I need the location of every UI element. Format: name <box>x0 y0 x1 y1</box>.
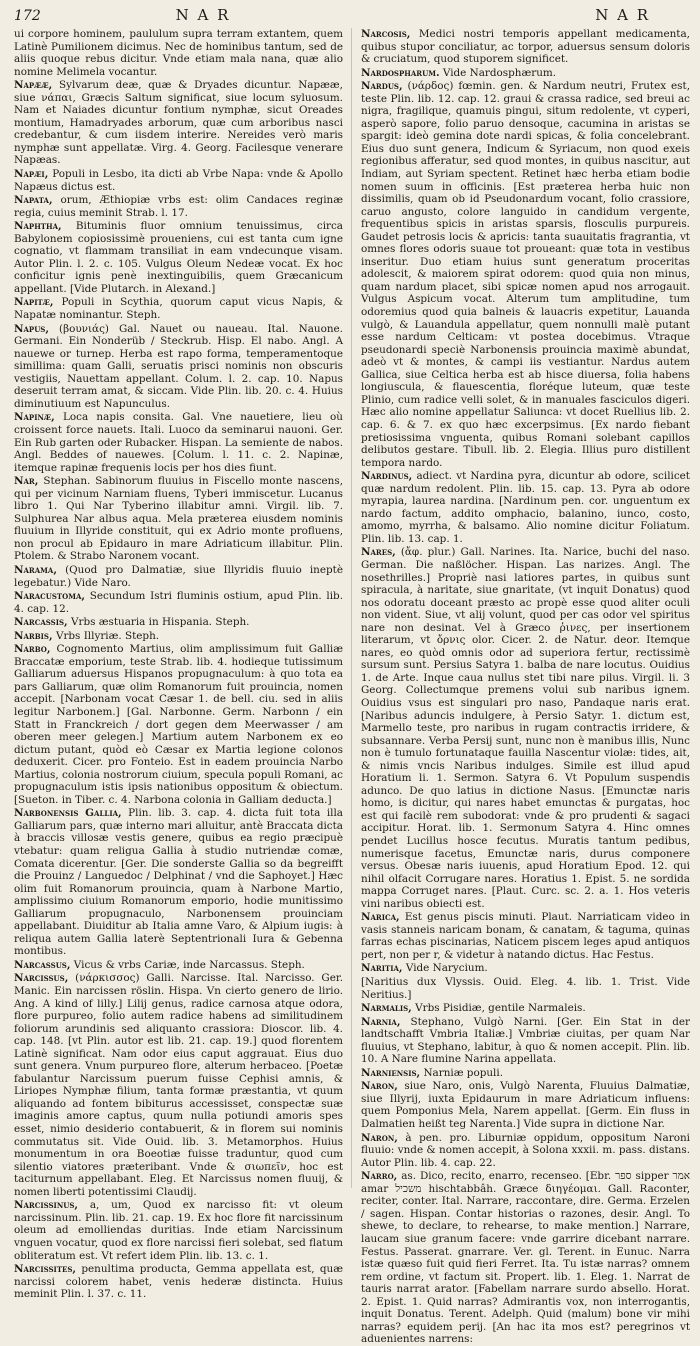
entry-text: [Naritius dux Vlyssis. Ouid. Eleg. 4. lib. 1. Trist. Vide Neritius.] <box>361 976 690 1001</box>
entry-headword: Napæi, <box>14 168 49 181</box>
dictionary-entry <box>14 807 343 958</box>
dictionary-entry <box>361 1080 690 1130</box>
entry-headword: Naron, <box>361 1080 398 1093</box>
dictionary-entry <box>14 296 343 321</box>
entry-text: à pen. pro. Liburniæ oppidum, oppositum Naroni fluuio: vnde & nomen accepit, à Solona xxxii. m. pass. distans. Autor Plin. lib. 4. cap. 22. <box>361 1131 690 1169</box>
entry-headword: Narbo, <box>14 643 51 656</box>
dictionary-entry <box>14 959 343 972</box>
dictionary-entry <box>361 28 690 66</box>
dictionary-entry <box>14 475 343 563</box>
dictionary-entry <box>14 564 343 589</box>
entry-text: Medici nostri temporis appellant medicamenta, quibus stupor conciliatur, ac torpor, aduersus sensum doloris & cruciatum, quod stuporem significet. <box>361 28 690 66</box>
entry-text: adiect. vt Nardina pyra, dicuntur ab odore, scilicet quæ nardum redolent. Plin. lib. 15. cap. 13. Pyra ab odore myrapia, laurea nardina. [Nardinum pen. cor. unguentum ex nardo factum, addito omphacio, balanino, iunco, costo, amomo, myrrha, & balsamo. Alio nomine dicitur Foliatum. Plin. lib. 13. cap. 1. <box>361 470 690 545</box>
entry-text: Loca napis consita. Gal. Vne nauetiere, lieu où croissent force nauets. Itali. Luoco da seminarui nauoni. Ger. Ein Rub garten oder Rubacker. Hispan. La semiente de nabos. Angl. Beddes of nauewes. [Colum. l. 11. c. 2. Napinæ, itemque rapinæ frequenis locis per hos dies fiunt. <box>14 411 343 474</box>
dictionary-entry <box>361 976 690 1001</box>
page-number: 172 <box>14 8 41 24</box>
entry-text: (νάρκισσος) Galli. Narcisse. Ital. Narcisso. Ger. Manic. Ein narcissen röslin. Hispa. Vn cierto genero de lirio. Ang. A kind of lilly.] Lilij genus, radice carnosa atque odora, flore purpureo, folio autem radice habens ad similitudinem foliorum arundinis sed aliquanto crassiora: Dioscor. lib. 4. cap. 148. [vt Plin. autor est lib. 21. cap. 19.] quod florentem Latinè significat. Nam odor eius caput aggrauat. Eius duo sunt genera. Vnum purpureo flore, alterum herbaceo. [Poetæ fabulantur Narcissum puerum fuisse Cephisi amnis, & Liriopes Nymphæ filium, tanta formæ præstantia, vt quum aliquando ad fontem bibiturus accessisset, conspectæ suæ imaginis amore captus, quum nulla potiundi amoris spes esset, nimio desiderio contabuerit, & in florem sui nominis commutatus sit. Vide Ouid. lib. 3. Metamorphos. Huius monumentum in ora Boeotiæ fuisse traduntur, quod cum silentio viatores præteribant. Vnde & σιωπεῖν, hoc est taciturnum appellabant. Eleg. Et Narcissus nomen fluuij, & nomen liberti potentissimi Claudij. <box>14 972 343 1198</box>
right-running-title: N A R <box>595 6 650 24</box>
entry-headword: Nares, <box>361 546 396 559</box>
dictionary-entry <box>14 194 343 219</box>
entry-text: orum, Æthiopiæ vrbs est: olim Candaces reginæ regia, cuius meminit Strab. l. 17. <box>14 194 343 219</box>
entry-text: penultima producta, Gemma appellata est, quæ narcissi colorem habet, venis hederæ distincta. Huius meminit Plin. l. 37. c. 11. <box>14 1263 343 1301</box>
entry-headword: Narcosis, <box>361 28 411 40</box>
entry-headword: Narama, <box>14 563 57 576</box>
left-column <box>14 28 343 1301</box>
entry-text: Stephan. Sabinorum fluuius in Fiscello monte nascens, qui per vicinum Narniam fluens, Tyberi immiscetur. Lucanus libro 1. Qui Nar Tyberino illabitur amni. Virgil. lib. 7. Sulphurea Nar albus aqua. Mela præterea eiusdem nominis fluuium in Illyride constituit, qui ex Adrio monte profluens, non procul ab Epidauro in mare Adriaticum illabitur. Plin. Ptolem. & Strabo Naronem vocant. <box>14 475 343 563</box>
entry-text: Secundum Istri fluminis ostium, apud Plin. lib. 4. cap. 12. <box>14 590 343 615</box>
entry-text: Populi in Scythia, quorum caput vicus Napis, & Napatæ nominantur. Steph. <box>14 296 343 322</box>
dictionary-entry <box>361 1016 690 1066</box>
entry-headword: Narica, <box>361 911 400 924</box>
entry-text: Est genus piscis minuti. Plaut. Narriaticam video in vasis stanneis naricam bonam, & canatam, & taguma, quinas farras echas piscinarias, Naticem piscem leges apud antiquos pert, non per r, & videtur à natando dictus. Hac Festus. <box>361 911 690 961</box>
entry-text: Vicus & vrbs Cariæ, inde Narcassus. Steph. <box>73 958 305 971</box>
entry-headword: Narcissus, <box>14 972 69 985</box>
entry-text: Populi in Lesbo, ita dicti ab Vrbe Napa: vnde & Apollo Napæus dictus est. <box>14 168 343 193</box>
dictionary-entry <box>361 1002 690 1015</box>
entry-headword: Napata, <box>14 194 53 207</box>
entry-text: Sylvarum deæ, quæ & Dryades dicuntur. Napææ, siue νάπαι, Græcis Saltum significat, siue locum syluosum. Nam et Naiades dicuntur fontium nymphæ, sicut Oreades montium, Hamadryades arborum, quæ cum arboribus nasci credebantur, & cum iisdem interire. Nereides verò maris nymphæ sunt appellatæ. Virg. 4. Georg. Facilesque venerare Napæas. <box>14 79 343 167</box>
entry-text: Vrbs æstuaria in Hispania. Steph. <box>70 616 250 629</box>
entry-headword: Narniensis, <box>361 1066 421 1079</box>
dictionary-entry <box>14 616 343 629</box>
entry-headword: Narcassis, <box>14 616 68 629</box>
dictionary-entry <box>14 630 343 643</box>
entry-headword: Narcissites, <box>14 1263 77 1276</box>
entry-headword: Napææ, <box>14 79 53 92</box>
dictionary-entry <box>361 67 690 80</box>
entry-text: Stephano, Vulgò Narni. [Ger. Ein Stat in der landtschafft Vmbria Italiæ.] Vmbriæ ciuitas, per quam Nar fluuius, vt Stephano, labitur, à quo & nomen accepit. Plin. lib. 10. A Nare flumine Narina appellata. <box>361 1015 690 1066</box>
entry-headword: Nardinus, <box>361 470 413 483</box>
entry-headword: Napinæ, <box>14 411 55 424</box>
entry-text: Cognomento Martius, olim amplissimum fuit Galliæ Braccatæ emporium, teste Strab. lib. 4. hodieque tutissimum Galliarum aduersus Hispanos propugnaculum: à quo tota ea pars Galliarum, quæ olim Romanorum fuit prouincia, nomen accepit. [Narbonam vocat Cæsar 1. de bell. ciu. sed in aliis legitur Narbonem.] [Gal. Narbonne. Germ. Narbonn / ein Statt in Franckreich / dort gegen dem Meerwasser / am oberen meer gelegen.] Martium autem Narbonem ex eo dictum putant, quòd eò Cæsar ex Martia legione colonos deduxerit. Cicer. pro Fonteio. Est in eadem prouincia Narbo Martius, colonia nostrorum ciuium, specula populi Romani, ac propugnaculum istis ipsis nationibus oppositum & obiectum. [Sueton. in Tiber. c. 4. Narbona colonia in Galliam deducta.] <box>14 643 343 806</box>
dictionary-entry <box>361 80 690 469</box>
entry-text: (Quod pro Dalmatiæ, siue Illyridis fluuio ineptè legebatur.) Vide Naro. <box>14 563 343 589</box>
entry-text: Bituminis fluor omnium tenuissimus, circa Babylonem copiosissimè proueniens, cui est tanta cum igne cognatio, vt flammam transiliat in eam vndecunque visam. Autor Plin. l. 2. c. 105. Vulgus Oleum Nedeæ vocat. Ex hoc conficitur ignis penè inextinguibilis, quem Græcanicum appellant. [Vide Plutarch. in Alexand.] <box>14 220 343 295</box>
entry-text: Vrbs Illyriæ. Steph. <box>55 629 160 642</box>
columns <box>14 28 690 1346</box>
dictionary-entry <box>361 1132 690 1170</box>
entry-headword: Narbonensis Gallia, <box>14 807 122 820</box>
dictionary-entry <box>14 168 343 193</box>
dictionary-entry <box>14 79 343 167</box>
entry-headword: Naron, <box>361 1131 398 1144</box>
entry-text: (νάρδος) fœmin. gen. & Nardum neutri, Frutex est, teste Plin. lib. 12. cap. 12. graui & crassa radice, sed breui ac nigra, fragilique, quamuis pingui, situm redolente, vt cyperi, asperò sapore, folio paruo densoque, cacumina in aristas se spargit: ideò gemina dote nardi spicas, & folia concelebrant. Eius duo sunt genera, Indicum & Syriacum, non quod exeis regionibus afferatur, sed quod montes, in quibus nascitur, aut Indiam, aut Syriam spectent. Retinet hæc herba etiam bodie nomen suum in officinis. [Est præterea herba huic non dissimilis, quam ob id Pseudonardum vocant, folio crassiore, caruo angusto, colore languido in candidum vergente, frequentibus spicis in aristas sparsis, flosculis purpureis. Gaudet petrosis locis & apricis: tanta suauitatis fragrantia, vt omnes flores odoris suaue tot proueant: quæ tota in vestibus inseritur. Duo etiam huius sunt generatum proceritas adolescit, & maiorem spirat odorem: quod quia non minus, quam nardum placet, sibi spicæ nomen apud nos arrogauit. Vulgus Aspicum vocat. Alterum tum amplitudine, tum odoremius quod quia balneis & lauacris expetitur, Lauanda vulgò, & Lauandula appellatur, quem nonnulli malè putant esse nardum Celticam: vt postea docebimus. Vtraque pseudonardi speciè Narbonensis prouincia maximè abundat, adeò vt & montes, & campi iis vestiantur. Nardus autem Gallica, siue Celtica herba est ab hisce diuersa, folia habens longiuscula, & flauescentia, floréque luteum, quæ teste Plinio, cum radice velli solet, & in manuales fasciculos digeri. Hæc alio nomine appellatur Saliunca: vt docet Ruellius lib. 2. cap. 6. & 7. ex quo hæc excerpsimus. [Ex nardo fiebant pretiosissima vnguenta, quibus Romani solebant capillos delibutos gestare. Tibull. lib. 2. Elegia. Illius puro distillent tempora nardo. <box>361 80 690 469</box>
right-column <box>361 28 690 1346</box>
dictionary-entry <box>14 1199 343 1262</box>
entry-text: Vide Nardosphærum. <box>442 66 557 79</box>
entry-headword: Napitæ, <box>14 296 54 309</box>
dictionary-entry <box>14 643 343 806</box>
entry-text: Vide Narycium. <box>405 962 488 975</box>
dictionary-entry <box>14 590 343 615</box>
entry-text: Narniæ populi. <box>423 1066 504 1079</box>
entry-headword: Narcissinus, <box>14 1199 78 1212</box>
entry-text: (ἄφ. plur.) Gall. Narines. Ita. Narice, buchi del naso. German. Die naßlöcher. Hispan. Las narizes. Angl. The nosethrilles.] Propriè nasi latiores partes, in quibus sunt spiracula, à naritate, siue gnaritate, (vt inquit Donatus) quod nos odoratu doceant præsto ac propè esse quod aliter oculi non vident. Siue, vt alij volunt, quod per cas odor vel spiritus nare non desinat. Vel à Græco ῥινες, per insertionem literarum, vt ὄρνις olor. Cicer. 2. de Natur. deor. Itemque nares, eo quòd omnis odor ad superiora fertur, rectissimè sursum sunt. Persius Satyra 1. balba de nare locutus. Ouidius 1. de Arte. Inque caua nullus stet tibi nare pilus. Virgil. li. 3 Georg. Collectumque premens volui sub naribus ignem. Ouidius vsus est singulari pro naso, Pandaque naris erat. [Naribus aduncis indulgere, à Persio Satyr. 1. dictum est, Marmello teste, pro naribus in rugam contractis irridere, & subsannare. Verba Persij sunt, nunc non è manibus illis, Nunc non è tumulo fortunataque fauilla Nascentur violæ: tides, ait, & nimis vncis Naribus indulges. Simile est illud apud Horatium li. 1. Sermon. Satyra 6. Vt Populum suspendis adunco. De quo latius in dictione Nasus. [Emunctæ naris homo, is dicitur, qui nares habet emunctas & purgatas, hoc est qui facilè rem subodorat: vnde & pro prudenti & sagaci accipitur. Horat. lib. 1. Sermonum Satyra 4. Hinc omnes pendet Lucillus hosce fecutus. Muratis tantum pedibus, numerisque facetus, Emunctæ naris, durus componere versus. Obesæ naris iuuenis, apud Horatium Epod. 12. qui nihil olfacit Corrugare nares. Horatius 1. Epist. 5. ne sordida mappa Corruget nares. [Plaut. Curc. sc. 2. a. 1. Hos veteris vini naribus obiecti est. <box>361 546 690 910</box>
dictionary-entry <box>14 220 343 295</box>
dictionary-entry <box>14 972 343 1198</box>
entry-headword: Nar, <box>14 475 39 488</box>
entry-text: Plin. lib. 3. cap. 4. dicta fuit tota illa Galliarum pars, quæ interno mari alluitur, antè Braccata dicta à braccis villosæ vestis genere, quibus ea regio præcipuè vtebatur: quam religua Gallia à studio nutriendæ comæ, Comata dicerentur. [Ger. Die sonderste Gallia so da begreifft die Prouinz / Languedoc / Delphinat / vnd die Saphoyet.] Hæc olim fuit Romanorum prouincia, quam à Narbone Martio, amplissimo ciuium Romanorum emporio, hodie munitissimo Galliarum propugnaculo, Narbonensem prouinciam appellabant. Diuiditur ab Italia amne Varo, & Alpium iugis: à reliqua autem Gallia laterè Septentrionali Iura & Gebenna montibus. <box>14 807 343 958</box>
entry-headword: Nardospharum. <box>361 66 440 79</box>
entry-headword: Narnia, <box>361 1015 401 1028</box>
dictionary-entry <box>361 911 690 961</box>
entry-text: Vrbs Pisidiæ, gentile Narmaleis. <box>415 1002 586 1015</box>
entry-text: (βουνιάς) Gal. Nauet ou naueau. Ital. Nauone. Germani. Ein Nonderüb / Steckrub. Hisp. El nabo. Angl. A nauewe or turnep. Herba est rapo forma, temperamentoque simillima: quam Galli, seruatis prisci nominis non obscuris vestigiis, Nauettam appellant. Colum. l. 2. cap. 10. Napus deseruit terram amat, & siccam. Vide Plin. lib. 20. c. 4. Huius diminutiuum est Napunculus. <box>14 322 343 410</box>
left-running-title: N A R <box>175 6 231 24</box>
entry-text: as. Dico, recito, enarro, recenseo. [Ebr. ספר sipper אמר amar משכיל hischtabbâh. Græce διηγέομαι. Gall. Raconter, reciter, conter. Ital. Narrare, raccontare, dire. Germa. Erzelen / sagen. Hispan. Contar historias o razones, desir. Angl. To shewe, to declare, to rehearse, to make mention.] Narrare, laucam siue granum facere: vnde garrire dicebant narrare. Festus. Passerat. gnarrare. Ver. gl. Terent. in Eunuc. Narra istæ quæso fuit quid fieri Ferret. Ita. Tu istæ narras? omnem rem ordine, vt factum sit. Propert. lib. 1. Eleg. 1. Narrat de tauris narrat arator. [Fabellam narrare surdo absello. Horat. 2. Epist. 1. Quid narras? Admirantis vox, non interrogantis, inquit Donatus. Terent. Adelph. Quid (malum) bone vir mihi narras? equidem perij. [An hac ita mos est? peregrinos vt aduenientes narrens: <box>361 1170 690 1346</box>
dictionary-entry <box>361 1067 690 1080</box>
entry-headword: Narcassus, <box>14 958 71 971</box>
dictionary-entry <box>14 323 343 411</box>
entry-text: a, um, Quod ex narcisso fit: vt oleum narcissinum. Plin. lib. 21. cap. 19. Ex hoc flore fit narcissinum oleum ad emolliendas duritias. Inde etiam Narcissinum vnguen vocatur, quod ex flore narcissi fieri solebat, sed flatum obliteratum est. Vt refert idem Plin. lib. 13. c. 1. <box>14 1199 343 1262</box>
dictionary-entry <box>361 962 690 975</box>
entry-headword: Naracustoma, <box>14 590 86 603</box>
entry-text: ui corpore hominem, paululum supra terram extantem, quem Latinè Pumilionem dicimus. Nec de hominibus tantum, sed de aliis quoque rebus dicitur. Vnde etiam mala nana, quæ alio nomine Melimela vocantur. <box>14 28 343 78</box>
dictionary-entry <box>361 546 690 910</box>
running-header <box>14 6 690 30</box>
entry-headword: Naritia, <box>361 962 403 975</box>
entry-headword: Narbis, <box>14 629 53 642</box>
entry-text: siue Naro, onis, Vulgò Narenta, Fluuius Dalmatiæ, siue Illyrij, iuxta Epidaurum in mare Adriaticum influens: quem Pomponius Mela, Narem appellat. [Germ. Ein fluss in Dalmatien heißt teg Narenta.] Vide supra in dictione Nar. <box>361 1080 690 1131</box>
dictionary-entry <box>14 28 343 78</box>
entry-headword: Narmalis, <box>361 1002 412 1015</box>
dictionary-entry <box>14 411 343 474</box>
dictionary-entry <box>361 1170 690 1346</box>
dictionary-entry <box>14 1263 343 1301</box>
entry-headword: Napus, <box>14 322 49 335</box>
dictionary-entry <box>361 470 690 545</box>
entry-headword: Nardus, <box>361 80 403 93</box>
entry-headword: Naphtha, <box>14 220 62 233</box>
entry-headword: Narro, <box>361 1170 398 1183</box>
